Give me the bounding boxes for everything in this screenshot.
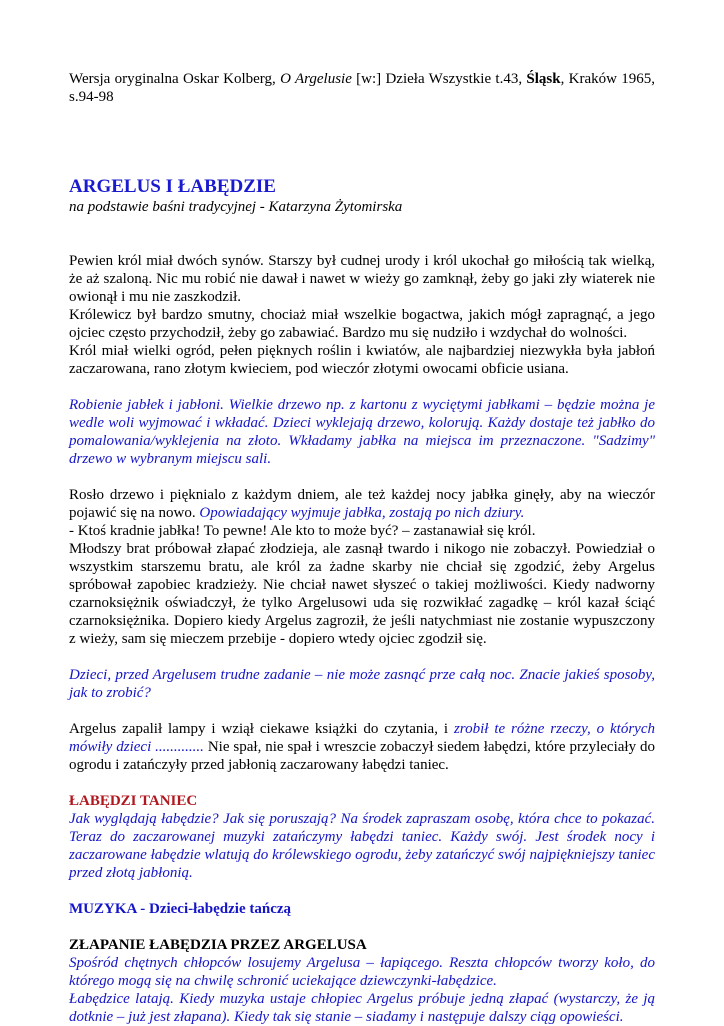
paragraph-text: Rosło drzewo i pięknialo z każdym dniem, ale też każdej nocy jabłka ginęły, aby na wieczór pojawić się na nowo. <box>69 487 655 521</box>
source-title: O Argelusie <box>280 71 352 87</box>
activity-instruction: Dzieci, przed Argelusem trudne zadanie – nie może zasnąć prze całą noc. Znacie jakieś sposoby, jak to zrobić? <box>69 667 655 701</box>
spacer <box>69 702 655 720</box>
source-region: Śląsk <box>526 71 561 87</box>
activity-instruction: Jak wyglądają łabędzie? Jak się poruszają? Na środek zapraszam osobę, która chce to pokazać. Teraz do zaczarowanej muzyki zatańczymy łabędzi taniec. Każdy swój. Jest środek nocy i zaczarowane łabędzie wlatują do królewskiego ogrodu, żeby zatańczyć swój najpiękniejszy taniec przed złotą jabłonią. <box>69 811 655 881</box>
paragraph-text: Argelus zapalił lampy i wziął ciekawe książki do czytania, i <box>69 721 454 737</box>
spacer <box>69 648 655 666</box>
activity-instruction: Spośród chętnych chłopców losujemy Argelusa – łapiącego. Reszta chłopców tworzy koło, do którego mogą się na chwilę schronić uciekające dziewczynki-łabędzice. <box>69 955 655 989</box>
spacer <box>69 216 655 252</box>
paragraph-text: Nie spał, nie spał i wreszcie zobaczył siedem łabędzi, które przyleciały do ogrodu i zatańczyły przed jabłonią zaczarowany łabędzi taniec. <box>69 739 655 773</box>
section-heading: MUZYKA - Dzieci-łabędzie tańczą <box>69 901 292 917</box>
paragraph <box>69 486 655 522</box>
paragraph: Młodszy brat próbował złapać złodzieja, ale zasnął twardo i nikogo nie zobaczył. Powiedział o wszystkim starszemu bratu, ale król za żadne skarby nie chciał się zgodzić, żeby Argelus spróbował zapobiec kradzieży. Nie chciał nawet słyszeć o takiej możliwości. Kiedy nadworny czarnoksiężnik oświadczył, że tylko Argelusowi uda się rozwikłać zagadkę – król kazał ściąć czarnoksiężnika. Dopiero kiedy Argelus zagroził, że jeśli natychmiast nie zostanie wypuszczony z wieży, sam się mieczem przebije - dopiero wtedy ojciec zgodził się. <box>69 541 655 647</box>
story-subtitle: na podstawie baśni tradycyjnej - Katarzyna Żytomirska <box>69 199 403 215</box>
paragraph: Król miał wielki ogród, pełen pięknych roślin i kwiatów, ale najbardziej niezwykła była jabłoń zaczarowana, rano złotym kwieciem, pod wieczór złotymi owocami obficie usiana. <box>69 343 655 377</box>
spacer <box>69 882 655 900</box>
paragraph: Pewien król miał dwóch synów. Starszy był cudnej urody i król ukochał go miłością tak wielką, że aż szaloną. Nic mu robić nie dawał i nawet w wieży go zamknął, żeby go jaki zły wiaterek nie owionął i mu nie zaszkodził. <box>69 253 655 305</box>
spacer <box>69 918 655 936</box>
spacer <box>69 468 655 486</box>
source-note <box>69 70 655 106</box>
source-text: , Kraków 1965, s.94-98 <box>69 71 656 105</box>
section-heading: ZŁAPANIE ŁABĘDZIA PRZEZ ARGELUSA <box>69 937 367 953</box>
paragraph: Królewicz był bardzo smutny, chociaż miał wszelkie bogactwa, jakich mógł zapragnąć, a jego ojciec często przychodził, żeby go zabawiać. Bardzo mu się nudziło i wzdychał do wolności. <box>69 307 655 341</box>
activity-instruction: zrobił te różne rzeczy, o których mówiły dzieci ............. <box>69 721 656 755</box>
activity-instruction: Opowiadający wyjmuje jabłka, zostają po nich dziury. <box>199 505 525 521</box>
paragraph <box>69 720 655 774</box>
spacer <box>69 774 655 792</box>
section-heading: ŁABĘDZI TANIEC <box>69 793 198 809</box>
paragraph: - Ktoś kradnie jabłka! To pewne! Ale kto to może być? – zastanawiał się król. <box>69 523 536 539</box>
source-text: Wersja oryginalna Oskar Kolberg, <box>69 71 281 87</box>
source-text: [w:] Dzieła Wszystkie t.43, <box>351 71 527 87</box>
spacer <box>69 378 655 396</box>
document-page <box>69 70 655 1026</box>
story-title: ARGELUS I ŁABĘDZIE <box>69 176 276 197</box>
activity-instruction: Łabędzice latają. Kiedy muzyka ustaje chłopiec Argelus próbuje jedną złapać (wystarczy, że ją dotknie – już jest złapana). Kiedy tak się stanie – siadamy i następuje dalszy ciąg opowieści. <box>69 991 655 1025</box>
activity-instruction: Robienie jabłek i jabłoni. Wielkie drzewo np. z kartonu z wyciętymi jabłkami – będzie można je wedle woli wyjmować i wkładać. Dzieci wyklejają drzewo, kolorują. Każdy dostaje też jabłko do pomalowania/wyklejenia na złoto. Wkładamy jabłka na miejsca im przeznaczone. "Sadzimy" drzewo w wybranym miejscu sali. <box>69 397 655 467</box>
